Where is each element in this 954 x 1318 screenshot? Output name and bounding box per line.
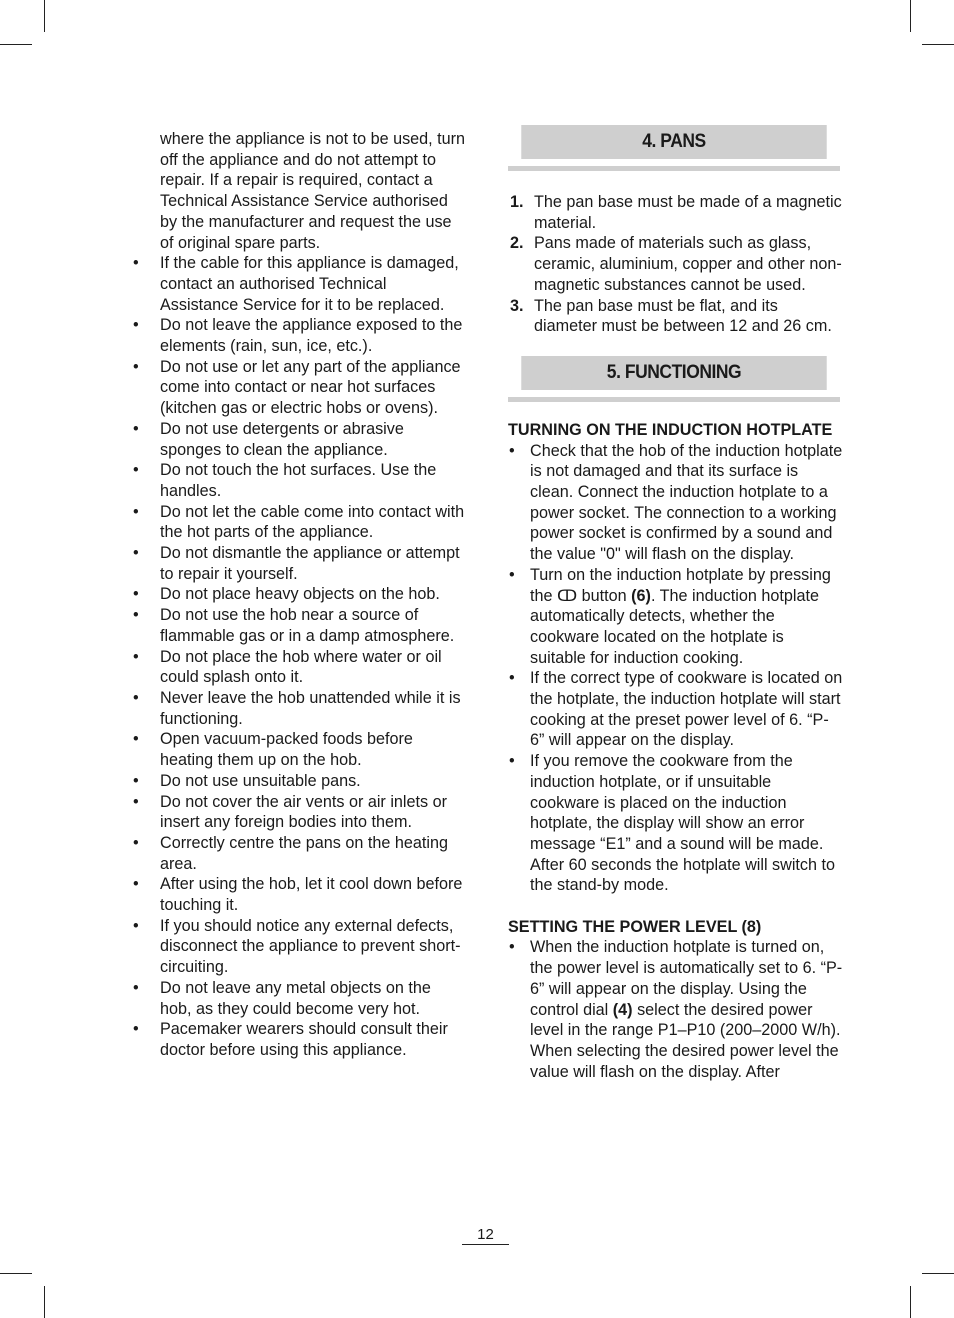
subsection-heading: SETTING THE POWER LEVEL (8) (508, 917, 762, 936)
footer-rule (462, 1244, 509, 1245)
list-item: • Do not leave any metal objects on the hob, as they could become very hot. (133, 978, 431, 1018)
list-item: • If you should notice any external defects, disconnect the appliance to prevent short-circuiting. (133, 916, 461, 977)
right-column (508, 125, 843, 1082)
list-item: • Open vacuum-packed foods before heating them up on the hob. (133, 730, 413, 770)
list-item: • Do not use or let any part of the appliance come into contact or near hot surfaces (kitchen gas or electric hobs or ovens). (133, 357, 461, 418)
power-level-list (508, 937, 843, 1082)
list-item: • After using the hob, let it cool down before touching it. (133, 875, 463, 915)
crop-mark (910, 0, 911, 32)
pans-section-header (508, 125, 840, 171)
list-item: • Do not leave the appliance exposed to the elements (rain, sun, ice, etc.). (133, 316, 463, 356)
page-number: 12 (477, 1226, 494, 1243)
section-title: 4. PANS (521, 125, 826, 159)
list-item: • Do not dismantle the appliance or attempt to repair it yourself. (133, 544, 460, 583)
list-item: • When the induction hotplate is turned on, the power level is automatically set to 6. “P-6” will appear on the display. Using the control dial (4) select the desired power level in the range P1–P10 (200–2000 W/h). When selecting the desired power level the value will flash on the display. After (509, 938, 843, 1081)
functioning-section-header (508, 356, 840, 402)
intro-paragraph: where the appliance is not to be used, turn off the appliance and do not attempt to repair. If a repair is required, contact a Technical Assistance Service authorised by the manufacturer and request the use of original spare parts. (160, 130, 466, 252)
list-item: 3. The pan base must be flat, and its diameter must be between 12 and 26 cm. (510, 296, 832, 336)
divider (508, 397, 840, 402)
list-item: • Do not touch the hot surfaces. Use the handles. (133, 461, 437, 500)
crop-mark (922, 1273, 954, 1274)
list-item: • Do not place heavy objects on the hob. (133, 585, 440, 604)
list-item: • Do not use unsuitable pans. (133, 771, 361, 790)
crop-mark (44, 1286, 45, 1318)
list-item: 2. Pans made of materials such as glass, ceramic, aluminium, copper and other non-magnetic substances cannot be used. (510, 234, 842, 294)
list-item: • If the correct type of cookware is located on the hotplate, the induction hotplate will start cooking at the preset power level of 6. “P-6” will appear on the display. (509, 669, 843, 750)
section-title: 5. FUNCTIONING (521, 356, 826, 390)
list-item: • Turn on the induction hotplate by pressing the ↀ button (6). The induction hotplate automatically detects, whether the cookware located on the hotplate is suitable for induction cooking. (509, 565, 831, 667)
list-item: • Correctly centre the pans on the heating area. (133, 833, 448, 873)
list-item: • Do not place the hob where water or oil could splash onto it. (133, 647, 442, 687)
crop-mark (0, 44, 32, 45)
list-item: • If the cable for this appliance is damaged, contact an authorised Technical Assistance Service for it to be replaced. (133, 254, 459, 314)
list-item: • Do not use detergents or abrasive sponges to clean the appliance. (133, 419, 404, 459)
list-item: • Do not use the hob near a source of flammable gas or in a damp atmosphere. (133, 606, 455, 645)
list-item: • Do not cover the air vents or air inlets or insert any foreign bodies into them. (133, 792, 448, 832)
safety-list (131, 253, 466, 1060)
list-item: 1. The pan base must be made of a magnetic material. (510, 193, 842, 232)
list-item: • Do not let the cable come into contact with the hot parts of the appliance. (133, 502, 465, 542)
subsection-heading: TURNING ON THE INDUCTION HOTPLATE (508, 420, 833, 439)
list-item: • If you remove the cookware from the induction hotplate, or if unsuitable cookware is placed on the induction hotplate, the display will show an error message “E1” and a sound will be made. After 60 seconds the hotplate will switch to the stand-by mode. (509, 752, 836, 895)
left-column (131, 129, 466, 1061)
crop-mark (44, 0, 45, 32)
crop-mark (910, 1286, 911, 1318)
divider (508, 166, 840, 171)
crop-mark (0, 1273, 32, 1274)
crop-mark (922, 44, 954, 45)
list-item: • Check that the hob of the induction hotplate is not damaged and that its surface is clean. Connect the induction hotplate to a power socket. The connection to a working power socket is confirmed by a sound and the value "0" will flash on the display. (509, 441, 843, 564)
list-item: • Never leave the hob unattended while it is functioning. (133, 688, 461, 728)
list-item: • Pacemaker wearers should consult their doctor before using this appliance. (133, 1020, 448, 1059)
turning-on-list (508, 441, 843, 896)
pans-list (508, 192, 843, 337)
